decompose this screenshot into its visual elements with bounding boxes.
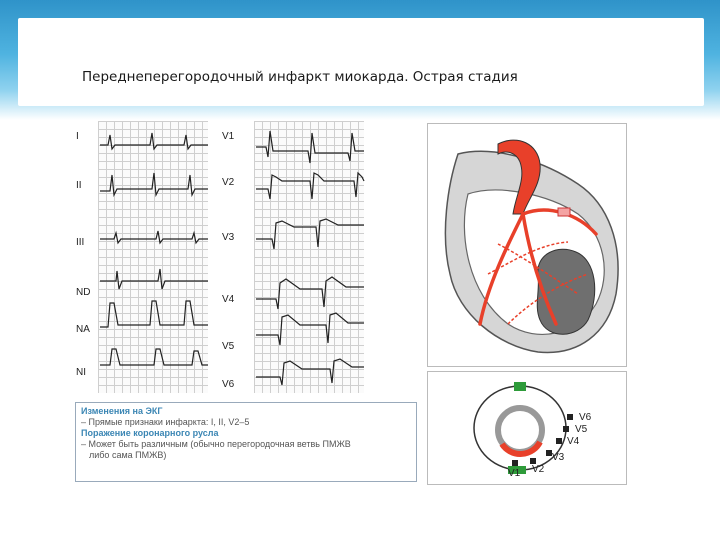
caption-line-lad: либо сама ПМЖВ) — [89, 450, 167, 460]
lead-label-v4: V4 — [222, 294, 235, 305]
caption-line-direct-signs: – Прямые признаки инфаркта: I, II, V2–5 — [81, 417, 250, 427]
lead-label-ii: II — [76, 180, 82, 191]
dial-label-v1: V1 — [508, 468, 521, 479]
electrode-dial-panel — [427, 371, 627, 485]
slide-title: Переднеперегородочный инфаркт миокарда. Острая стадия — [82, 69, 518, 85]
lead-label-nd: ND — [76, 287, 91, 298]
ecg-caption-box — [75, 402, 417, 482]
dial-label-v4: V4 — [567, 436, 580, 447]
dial-label-v3: V3 — [552, 452, 565, 463]
chest-lead-dial — [428, 372, 626, 484]
lead-label-v5: V5 — [222, 341, 235, 352]
slide-title-area — [18, 18, 704, 106]
heart-illustration — [428, 124, 626, 366]
caption-heading-ecg-changes: Изменения на ЭКГ — [81, 406, 163, 416]
heart-diagram-panel — [427, 123, 627, 367]
lead-label-iii: III — [76, 237, 85, 248]
ecg-figure — [72, 103, 632, 485]
caption-heading-coronary: Поражение коронарного русла — [81, 428, 219, 438]
lead-label-na: NA — [76, 324, 90, 335]
dial-label-v2: V2 — [532, 464, 545, 475]
lead-label-v1: V1 — [222, 131, 235, 142]
dial-label-v6: V6 — [579, 412, 592, 423]
lead-label-v6: V6 — [222, 379, 235, 390]
ecg-traces — [72, 103, 372, 403]
caption-line-variants: – Может быть различным (обычно перегородочная ветвь ПМЖВ — [81, 439, 351, 449]
lead-label-ni: NI — [76, 367, 86, 378]
lead-label-v2: V2 — [222, 177, 235, 188]
lead-label-v3: V3 — [222, 232, 235, 243]
dial-label-v5: V5 — [575, 424, 588, 435]
lead-label-i: I — [76, 131, 79, 142]
